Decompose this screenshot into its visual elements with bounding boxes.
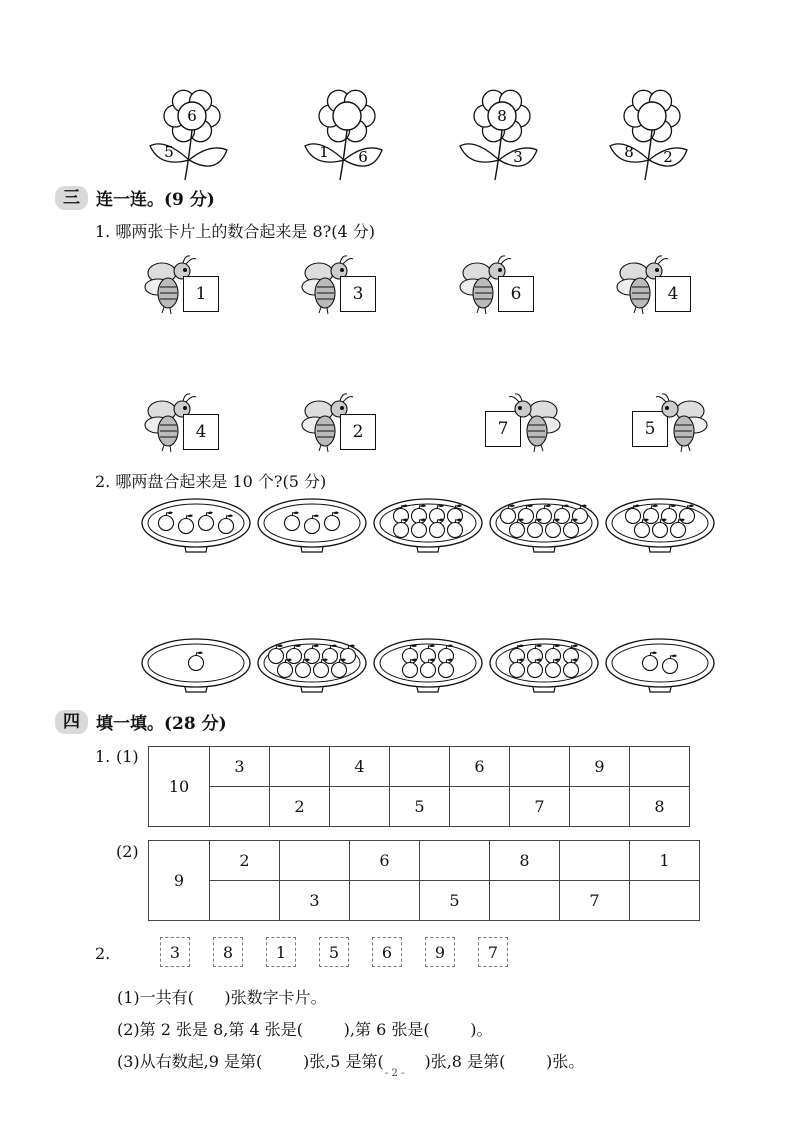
- table-cell[interactable]: [350, 881, 420, 921]
- table-cell: 6: [350, 841, 420, 881]
- table-cell[interactable]: [420, 841, 490, 881]
- table-cell: 8: [490, 841, 560, 881]
- flower-center-number: 6: [187, 107, 197, 125]
- flower-1: [145, 88, 240, 183]
- flower-right-leaf-number: 3: [513, 148, 523, 166]
- section-3-badge: 三: [55, 186, 88, 210]
- fill-line-3[interactable]: (3)从右数起,9 是第( )张,5 是第( )张,8 是第( )张。: [117, 1052, 585, 1071]
- plate-bottom-4[interactable]: [488, 636, 600, 696]
- plate-top-1[interactable]: [140, 496, 252, 556]
- table-cell[interactable]: [510, 747, 570, 787]
- plate-top-5[interactable]: [604, 496, 716, 556]
- table-cell: 5: [390, 787, 450, 827]
- table-cell[interactable]: [450, 787, 510, 827]
- digit-card-2: 8: [213, 937, 243, 967]
- table-cell[interactable]: [390, 747, 450, 787]
- plate-bottom-5[interactable]: [604, 636, 716, 696]
- table-total-cell: 9: [149, 841, 210, 921]
- bee-icon: [652, 391, 712, 453]
- table-cell: 8: [630, 787, 690, 827]
- table-cell[interactable]: [630, 881, 700, 921]
- table-cell: 7: [510, 787, 570, 827]
- flower-3: [455, 88, 550, 183]
- digit-card-5: 6: [372, 937, 402, 967]
- bee-card-bottom-2[interactable]: 2: [340, 414, 376, 450]
- page-number: - 2 -: [385, 1068, 405, 1079]
- flower-left-leaf-number: 5: [164, 143, 174, 161]
- section-4-title: 填一填。(28 分): [96, 714, 227, 734]
- digit-card-4: 5: [319, 937, 349, 967]
- table-cell: 7: [560, 881, 630, 921]
- plate-top-3[interactable]: [372, 496, 484, 556]
- table-cell[interactable]: [330, 787, 390, 827]
- table-cell: 5: [420, 881, 490, 921]
- section-4-badge: 四: [55, 710, 88, 734]
- table-cell[interactable]: [210, 787, 270, 827]
- fill-line-1[interactable]: (1)一共有( )张数字卡片。: [117, 988, 327, 1007]
- table-cell[interactable]: [280, 841, 350, 881]
- digit-card-3: 1: [266, 937, 296, 967]
- question-4-2-number: 2.: [95, 944, 111, 963]
- table-cell: 2: [210, 841, 280, 881]
- plate-bottom-1[interactable]: [140, 636, 252, 696]
- flower-left-leaf-number: 1: [319, 143, 329, 161]
- flower-right-leaf-number: 2: [663, 148, 673, 166]
- question-3-2: 2. 哪两盘合起来是 10 个?(5 分): [95, 472, 327, 491]
- section-4-header: [55, 709, 227, 734]
- flower-center-number: 8: [497, 107, 507, 125]
- section-3-title: 连一连。(9 分): [96, 190, 215, 210]
- number-split-table-2: [148, 840, 700, 921]
- table-cell: 3: [210, 747, 270, 787]
- bee-card-top-4[interactable]: 4: [655, 276, 691, 312]
- flower-left-leaf-number: 8: [624, 143, 634, 161]
- table-cell: 6: [450, 747, 510, 787]
- plate-bottom-2[interactable]: [256, 636, 368, 696]
- number-split-table-1: [148, 746, 690, 827]
- fill-line-2[interactable]: (2)第 2 张是 8,第 4 张是( ),第 6 张是( )。: [117, 1020, 493, 1039]
- table-cell[interactable]: [210, 881, 280, 921]
- table-cell: 4: [330, 747, 390, 787]
- bee-card-bottom-3[interactable]: 7: [485, 411, 521, 447]
- plate-top-4[interactable]: [488, 496, 600, 556]
- section-3-header: [55, 185, 215, 210]
- bee-card-top-2[interactable]: 3: [340, 276, 376, 312]
- bee-icon: [505, 391, 565, 453]
- table-cell: 2: [270, 787, 330, 827]
- table-cell: 9: [570, 747, 630, 787]
- table-cell[interactable]: [560, 841, 630, 881]
- question-3-1: 1. 哪两张卡片上的数合起来是 8?(4 分): [95, 222, 375, 241]
- bee-card-bottom-4[interactable]: 5: [632, 411, 668, 447]
- flower-4: [605, 88, 700, 183]
- plate-bottom-3[interactable]: [372, 636, 484, 696]
- plate-top-2[interactable]: [256, 496, 368, 556]
- bee-card-bottom-1[interactable]: 4: [183, 414, 219, 450]
- digit-card-1: 3: [160, 937, 190, 967]
- table-cell[interactable]: [630, 747, 690, 787]
- digit-card-6: 9: [425, 937, 455, 967]
- table-total-cell: 10: [149, 747, 210, 827]
- digit-card-7: 7: [478, 937, 508, 967]
- table-cell: 1: [630, 841, 700, 881]
- table-1-label: (1): [116, 747, 139, 766]
- table-cell: 3: [280, 881, 350, 921]
- question-4-1-number: 1.: [95, 747, 111, 766]
- table-cell[interactable]: [570, 787, 630, 827]
- table-2-label: (2): [116, 842, 139, 861]
- flower-2: [300, 88, 395, 183]
- flower-right-leaf-number: 6: [358, 148, 368, 166]
- bee-card-top-3[interactable]: 6: [498, 276, 534, 312]
- table-cell[interactable]: [270, 747, 330, 787]
- bee-card-top-1[interactable]: 1: [183, 276, 219, 312]
- table-cell[interactable]: [490, 881, 560, 921]
